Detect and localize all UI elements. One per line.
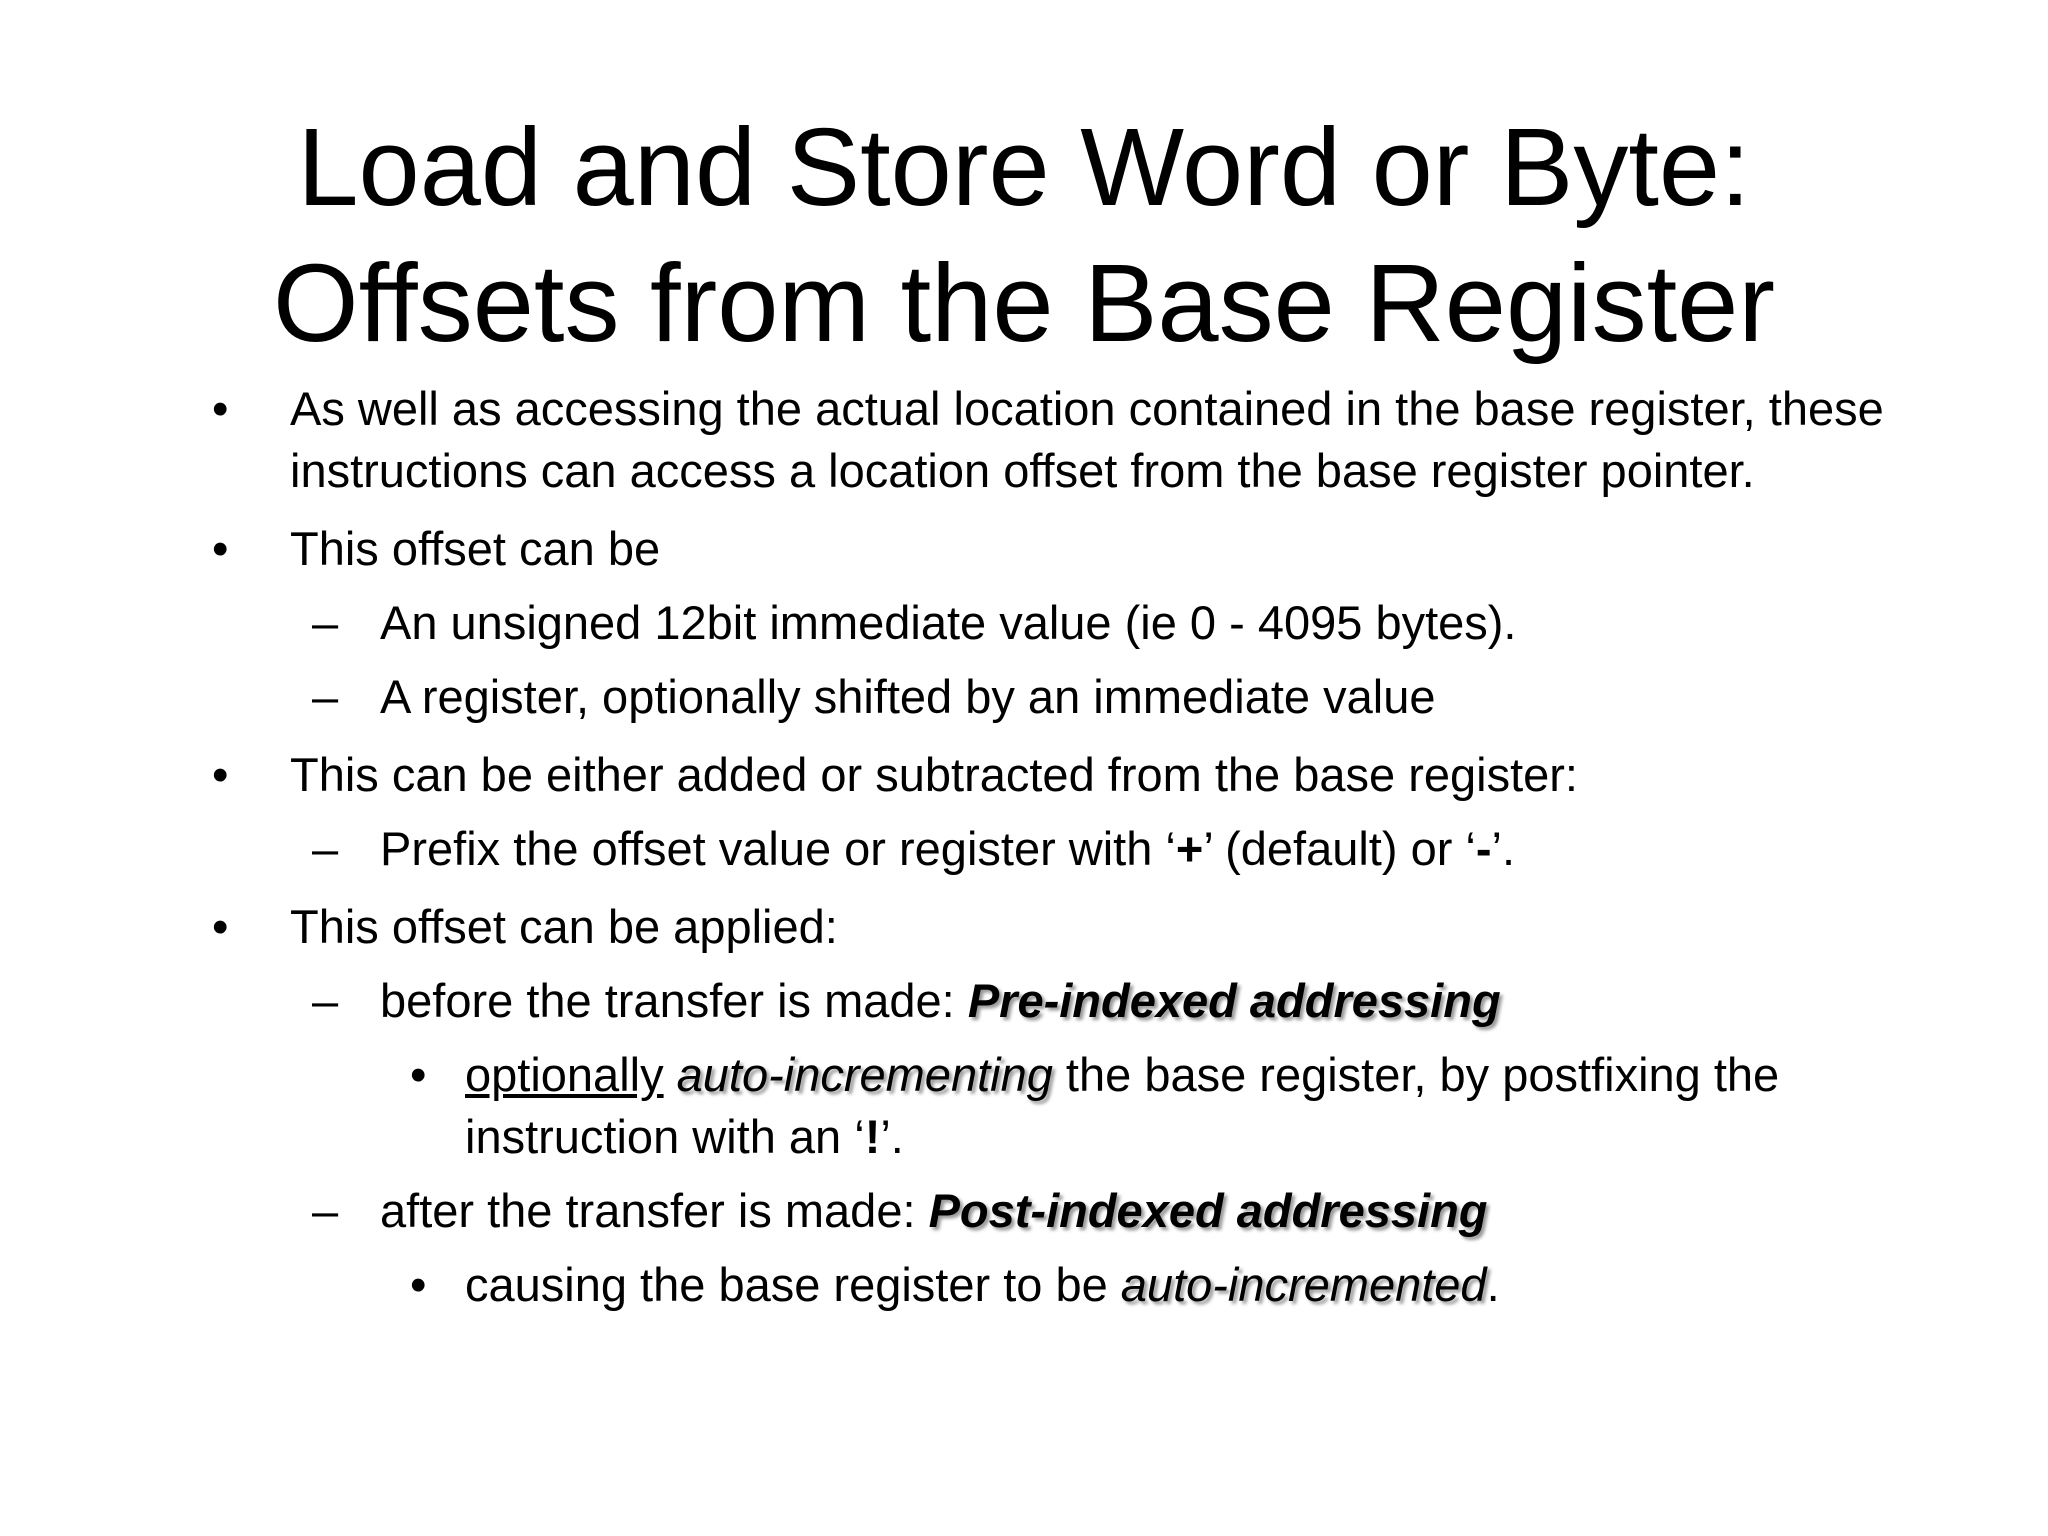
text-segment: . (1486, 1258, 1500, 1311)
title-line-2: Offsets from the Base Register (273, 242, 1775, 365)
title-line-1: Load and Store Word or Byte: (297, 106, 1751, 229)
bullet-text: This offset can be applied: (290, 900, 838, 953)
underlined-term: optionally (465, 1048, 664, 1101)
text-segment: after the transfer is made: (380, 1184, 929, 1237)
sub-bullet-item (200, 1180, 1960, 1242)
text-segment: the base register, by postfixing the instruction with an ‘ (465, 1048, 1780, 1163)
dash-marker: – (312, 596, 339, 649)
bullet-marker: • (410, 1048, 427, 1101)
dash-marker: – (312, 670, 339, 723)
minus-sign: - (1475, 822, 1492, 875)
emphasis-term: Pre-indexed addressing (967, 974, 1501, 1027)
sub-bullet-item (200, 970, 1960, 1032)
sub-bullet-item (200, 592, 1960, 654)
sub-bullet-item (200, 818, 1960, 880)
sub-sub-bullet-item (200, 1254, 1960, 1316)
text-segment: ’. (1491, 822, 1516, 875)
text-segment: ’ (default) or ‘ (1203, 822, 1476, 875)
sub-bullet-text: An unsigned 12bit immediate value (ie 0 - 4095 bytes). (380, 596, 1517, 649)
dash-marker: – (312, 974, 339, 1027)
emphasis-term: auto-incrementing (676, 1048, 1053, 1101)
slide-title (0, 100, 2048, 372)
sub-bullet-text: A register, optionally shifted by an immediate value (380, 670, 1436, 723)
bullet-item (200, 744, 1960, 806)
bang-sign: ! (864, 1110, 881, 1163)
sub-bullet-text (380, 1184, 1487, 1237)
plus-sign: + (1175, 822, 1204, 875)
bullet-marker: • (212, 900, 229, 953)
sub-sub-bullet-item (200, 1044, 1960, 1168)
bullet-item (200, 378, 1960, 502)
sub-sub-bullet-text (465, 1258, 1500, 1311)
emphasis-term: Post-indexed addressing (928, 1184, 1488, 1237)
bullet-marker: • (212, 382, 229, 435)
sub-bullet-item (200, 666, 1960, 728)
text-segment: before the transfer is made: (380, 974, 968, 1027)
dash-marker: – (312, 822, 339, 875)
bullet-marker: • (212, 522, 229, 575)
dash-marker: – (312, 1184, 339, 1237)
sub-bullet-text (380, 822, 1515, 875)
text-segment: Prefix the offset value or register with ‘ (380, 822, 1176, 875)
sub-bullet-text (380, 974, 1501, 1027)
bullet-item (200, 518, 1960, 580)
bullet-text: This offset can be (290, 522, 661, 575)
bullet-text: As well as accessing the actual location contained in the base register, these instructions can access a location offset from the base register pointer. (290, 382, 1884, 497)
bullet-marker: • (410, 1258, 427, 1311)
text-segment (664, 1048, 677, 1101)
text-segment: ’. (880, 1110, 904, 1163)
text-segment: causing the base register to be (465, 1258, 1121, 1311)
bullet-text: This can be either added or subtracted from the base register: (290, 748, 1578, 801)
bullet-marker: • (212, 748, 229, 801)
emphasis-term: auto-incremented (1120, 1258, 1487, 1311)
sub-sub-bullet-text (465, 1048, 1779, 1163)
bullet-item (200, 896, 1960, 958)
bullet-list (200, 378, 1960, 1316)
